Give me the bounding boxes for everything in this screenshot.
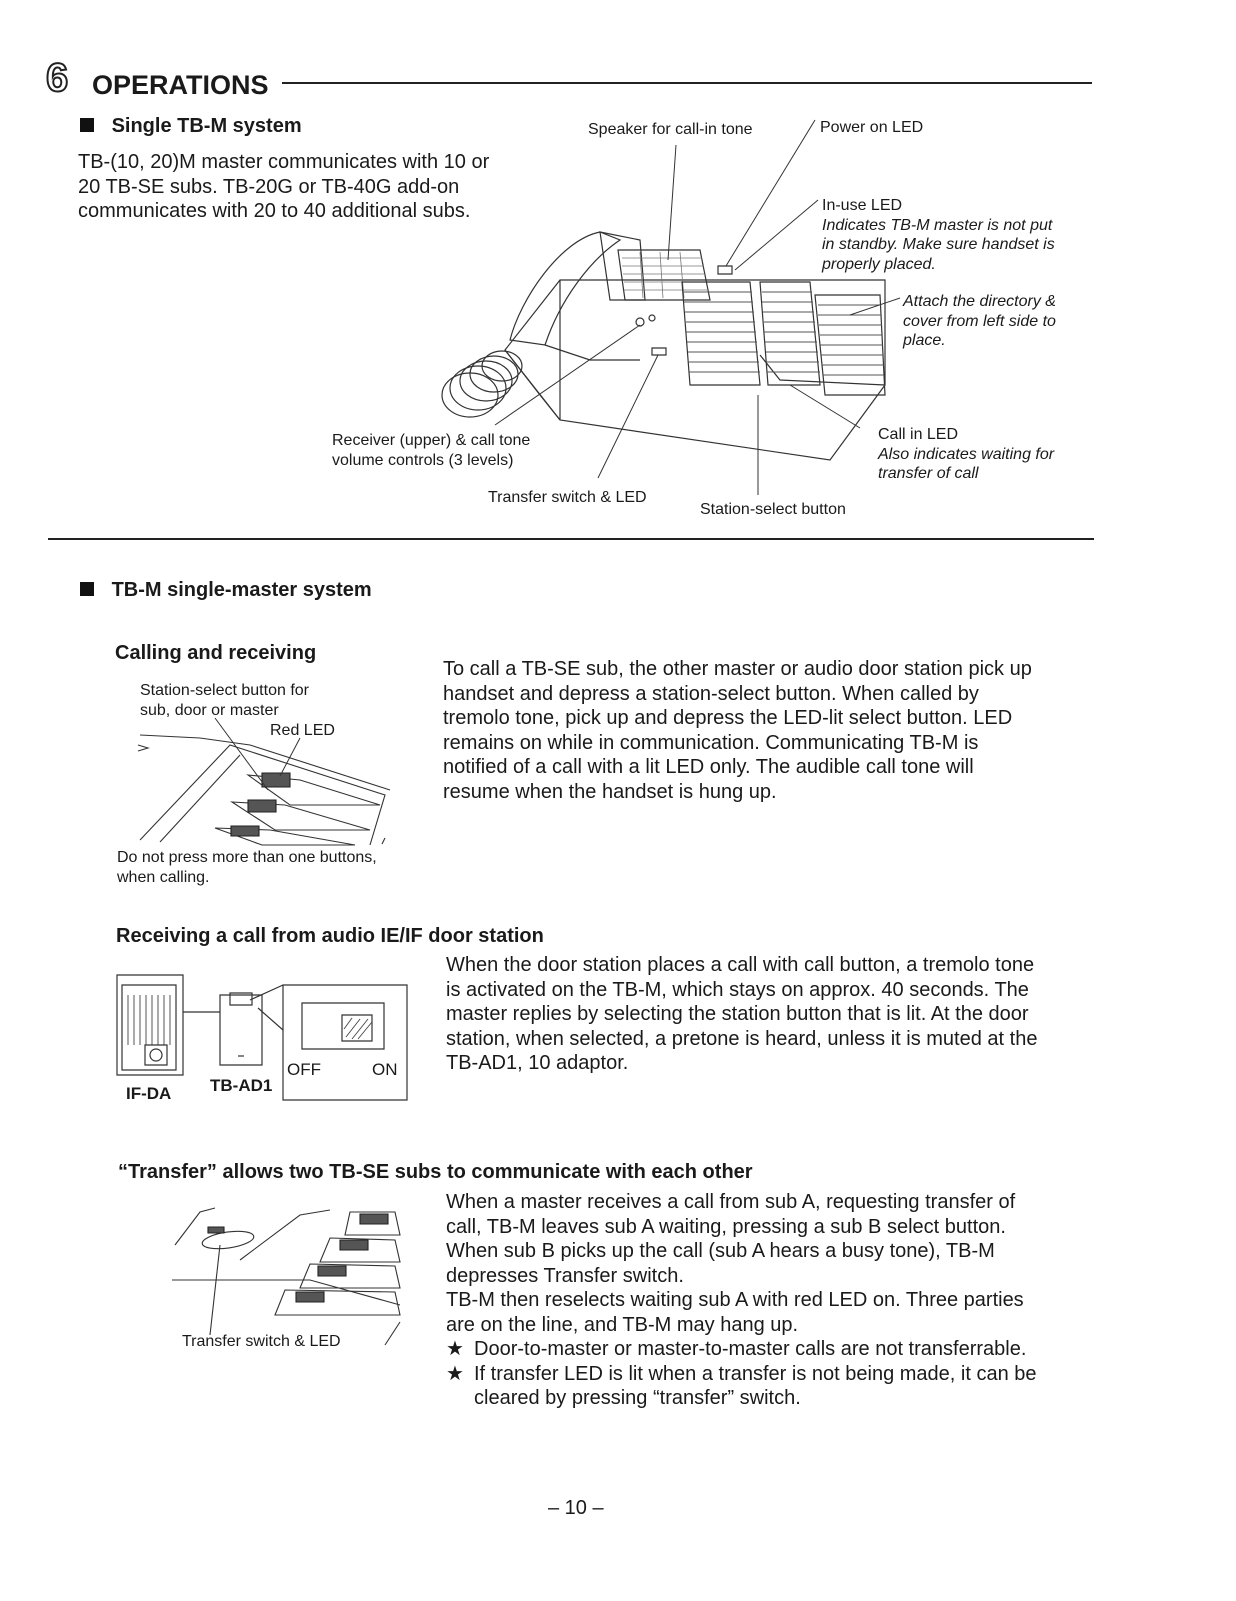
single-system-intro: TB-(10, 20)M master communicates with 10 or 20 TB-SE subs. TB-20G or TB-40G add-on communicates with 20 to 40 additional subs. xyxy=(78,151,490,222)
tb-ad1-label: TB-AD1 xyxy=(210,1076,273,1095)
door-heading: Receiving a call from audio IE/IF door station xyxy=(116,925,544,947)
switch-on-label: ON xyxy=(372,1060,398,1079)
speaker-label: Speaker for call-in tone xyxy=(588,121,753,138)
transfer-led xyxy=(208,1227,224,1233)
star-icon: ★ xyxy=(446,1338,464,1360)
calling-text: To call a TB-SE sub, the other master or audio door station pick up handset and depress a station-select button. When called by tremolo tone, pick up and depress the LED-lit select button. LED remains on while in communication. Communicating TB-M is notified of a call with a lit LED only. The audible call tone will resume when the handset is hung up. xyxy=(443,658,1032,803)
directory-note: Attach the directory & cover from left side to place. xyxy=(903,293,1056,349)
single-master-heading: TB-M single-master system xyxy=(80,579,372,602)
door-text: When the door station places a call with call button, a tremolo tone is activated on the TB-M, which stays on approx. 40 seconds. The master replies by selecting the station button that is lit. At the door station, when selected, a pretone is heard, unless it is muted at the TB-AD1, 10 adaptor. xyxy=(446,954,1038,1074)
if-da-label: IF-DA xyxy=(126,1084,172,1103)
call-in-led-label: Call in LED Also indicates waiting for transfer of call xyxy=(878,426,1055,482)
calling-heading: Calling and receiving xyxy=(115,642,317,664)
power-led-label: Power on LED xyxy=(820,119,924,136)
transfer-note: ★ If transfer LED is lit when a transfer is not being made, it can be cleared by pressing “transfer” switch. xyxy=(446,1362,1037,1409)
station-select-label: Station-select button xyxy=(700,501,846,518)
section-number: 6 xyxy=(46,56,69,100)
transfer-switch-label: Transfer switch & LED xyxy=(488,489,647,506)
red-led-label: Red LED xyxy=(270,722,335,739)
switch-off-label: OFF xyxy=(287,1060,321,1079)
calling-fig-note: Do not press more than one buttons, when calling. xyxy=(117,849,377,886)
section-title: OPERATIONS xyxy=(92,70,269,100)
calling-fig-label: Station-select button for sub, door or master xyxy=(140,682,309,719)
in-use-led-label: In-use LED Indicates TB-M master is not put in standby. Make sure handset is properly placed. xyxy=(822,197,1055,273)
star-icon: ★ xyxy=(446,1362,464,1385)
single-system-heading: Single TB-M system xyxy=(80,115,302,138)
page-number: – 10 – xyxy=(548,1497,604,1519)
transfer-text: When a master receives a call from sub A, requesting transfer of call, TB-M leaves sub A waiting, pressing a sub B select button. When sub B picks up the call (sub A hears a busy tone), TB-M depresses Transfer switch. TB-M then reselects waiting sub A with red LED on. Three parties are on the line, and TB-M may hang up. ★ Door-to-master or master-to-master calls are not transferrable. ★ If transfer LED is lit when a transfer is not being made, it can be cleared by pressing “transfer” switch. xyxy=(446,1190,1106,1411)
receiver-controls-label: Receiver (upper) & call tone volume controls (3 levels) xyxy=(332,432,531,469)
transfer-heading: “Transfer” allows two TB-SE subs to communicate with each other xyxy=(118,1161,753,1183)
transfer-fig-label: Transfer switch & LED xyxy=(182,1333,341,1350)
transfer-note: ★ Door-to-master or master-to-master calls are not transferrable. xyxy=(446,1338,1027,1360)
